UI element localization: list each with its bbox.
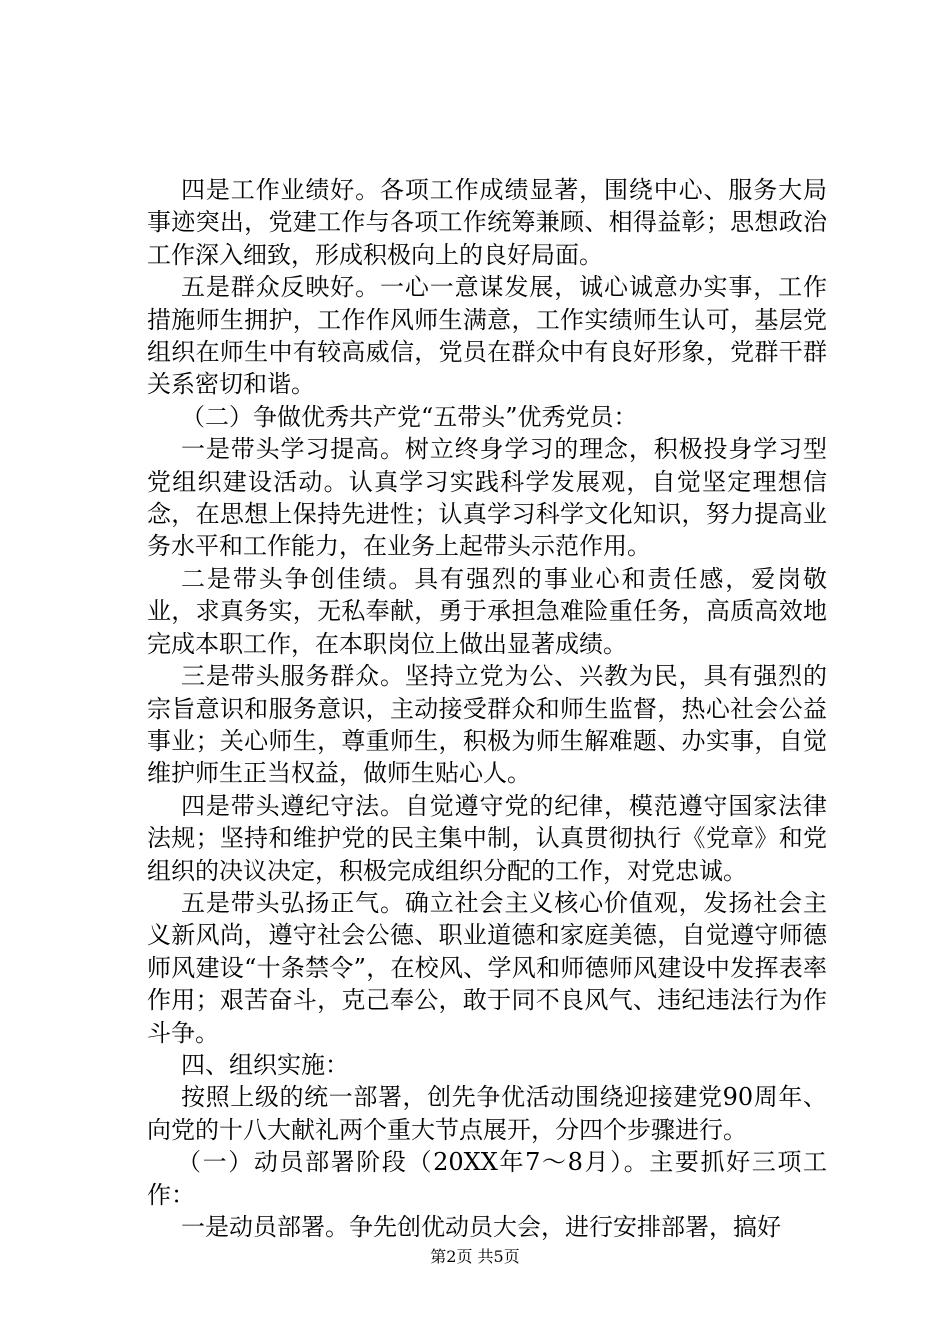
paragraph-mobilization-first: 一是动员部署。争先创优动员大会，进行安排部署，搞好 [181, 1213, 781, 1241]
section-heading-five-leads: （二）争做优秀共产党“五带头”优秀党员： [181, 402, 638, 431]
document-body [147, 174, 827, 1243]
paragraph-public-feedback: 五是群众反映好。一心一意谋发展，诚心诚意办实事，工作措施师生拥护，工作作风师生满意，工作实绩师生认可，基层党组织在师生中有较高威信，党员在群众中有良好形象，党群干群关系密切和谐。 [147, 273, 827, 399]
paragraph-lead-learning: 一是带头学习提高。树立终身学习的理念，积极投身学习型党组织建设活动。认真学习实践科学发展观，自觉坚定理想信念，在思想上保持先进性；认真学习科学文化知识，努力提高业务水平和工作能力，在业务上起带头示范作用。 [147, 435, 827, 561]
paragraph-lead-achievement: 二是带头争创佳绩。具有强烈的事业心和责任感，爱岗敬业，求真务实，无私奉献，勇于承担急难险重任务，高质高效地完成本职工作，在本职岗位上做出显著成绩。 [147, 564, 827, 658]
paragraph-deployment: 按照上级的统一部署，创先争优活动围绕迎接建党90周年、向党的十八大献礼两个重大节点展开，分四个步骤进行。 [147, 1083, 827, 1144]
paragraph-lead-service: 三是带头服务群众。坚持立党为公、兴教为民，具有强烈的宗旨意识和服务意识，主动接受群众和师生监督，热心社会公益事业；关心师生，尊重师生，积极为师生解难题、办实事，自觉维护师生正当权益，做师生贴心人。 [147, 662, 827, 788]
page-number: 第2页 共5页 [430, 1247, 520, 1266]
paragraph-lead-discipline: 四是带头遵纪守法。自觉遵守党的纪律，模范遵守国家法律法规；坚持和维护党的民主集中制，认真贯彻执行《党章》和党组织的决议决定，积极完成组织分配的工作，对党忠诚。 [147, 791, 827, 885]
section-heading-mobilization: （一）动员部署阶段（20XX年7～8月）。主要抓好三项工作： [147, 1148, 827, 1209]
section-heading-implementation: 四、组织实施： [181, 1050, 349, 1079]
paragraph-lead-integrity: 五是带头弘扬正气。确立社会主义核心价值观，发扬社会主义新风尚，遵守社会公德、职业道德和家庭美德，自觉遵守师德师风建设“十条禁令”，在校风、学风和师德师风建设中发挥表率作用；艰苦奋斗，克己奉公，敢于同不良风气、违纪违法行为作斗争。 [147, 888, 827, 1047]
paragraph-work-performance: 四是工作业绩好。各项工作成绩显著，围绕中心、服务大局事迹突出，党建工作与各项工作统筹兼顾、相得益彰；思想政治工作深入细致，形成积极向上的良好局面。 [147, 176, 827, 269]
